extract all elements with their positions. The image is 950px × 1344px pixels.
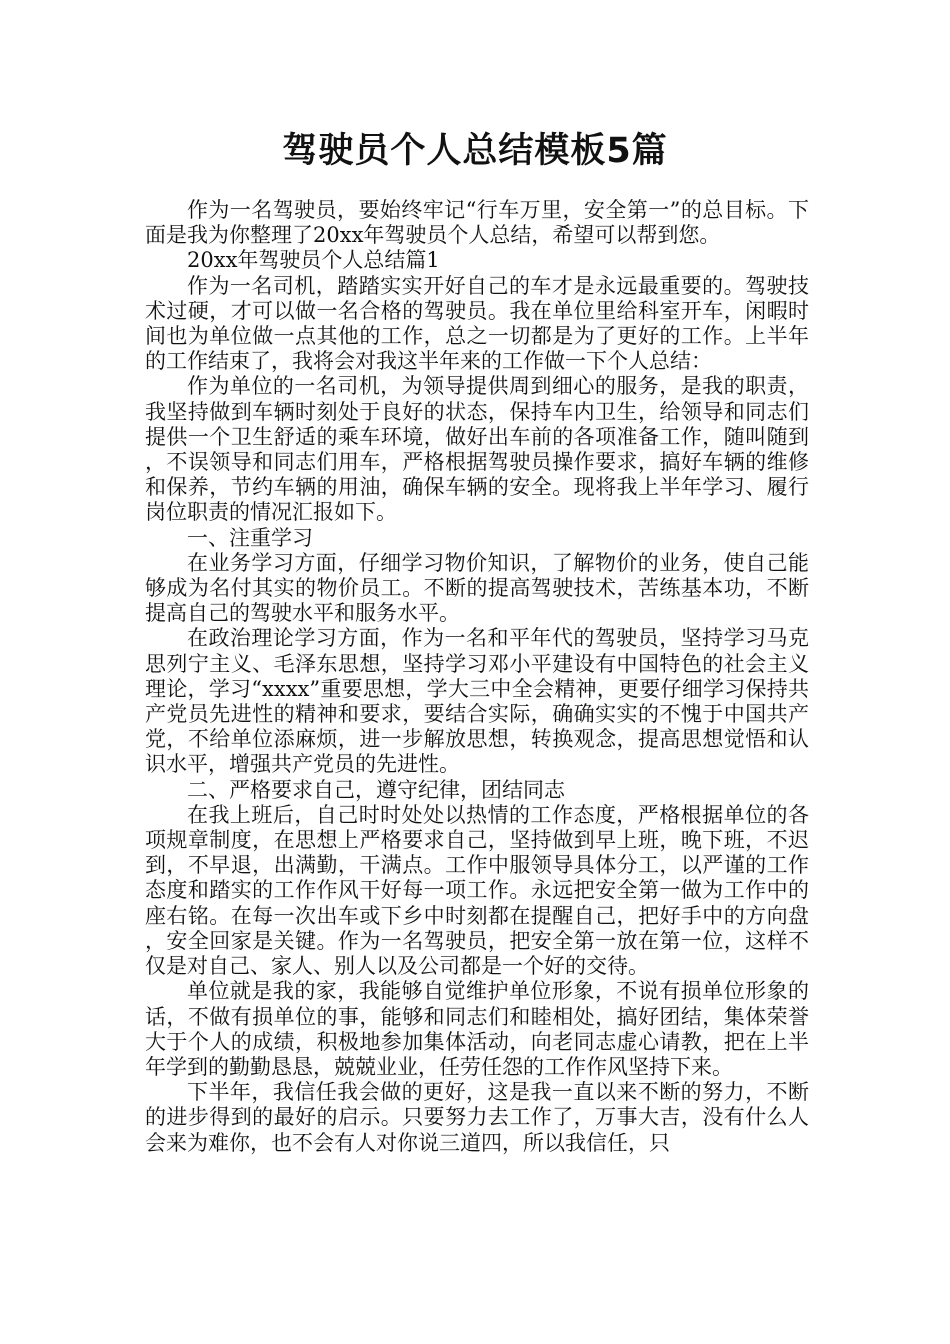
body-paragraph: 在业务学习方面，仔细学习物价知识，了解物价的业务，使自己能够成为名付其实的物价员工。不断的提高驾驶技术，苦练基本功，不断提高自己的驾驶水平和服务水平。 <box>145 550 809 626</box>
section-heading-part-1: 20xx年驾驶员个人总结篇1 <box>187 248 440 273</box>
intro-paragraph: 作为一名驾驶员，要始终牢记“行车万里，安全第一”的总目标。下面是我为你整理了20xx年驾驶员个人总结，希望可以帮到您。 <box>145 198 809 248</box>
body-paragraph: 作为一名司机，踏踏实实开好自己的车才是永远最重要的。驾驶技术过硬，才可以做一名合格的驾驶员。我在单位里给科室开车，闲暇时间也为单位做一点其他的工作，总之一切都是为了更好的工作。上半年的工作结束了，我将会对我这半年来的工作做一下个人总结： <box>145 273 809 374</box>
body-paragraph: 在我上班后，自己时时处处以热情的工作态度，严格根据单位的各项规章制度，在思想上严格要求自己，坚持做到早上班，晚下班，不迟到，不早退，出满勤，干满点。工作中服领导具体分工，以严谨的工作态度和踏实的工作作风干好每一项工作。永远把安全第一做为工作中的座右铭。在每一次出车或下乡中时刻都在提醒自己，把好手中的方向盘，安全回家是关键。作为一名驾驶员，把安全第一放在第一位，这样不仅是对自己、家人、别人以及公司都是一个好的交待。 <box>145 802 809 979</box>
body-paragraph: 下半年，我信任我会做的更好，这是我一直以来不断的努力，不断的进步得到的最好的启示。只要努力去工作了，万事大吉，没有什么人会来为难你，也不会有人对你说三道四，所以我信任，只 <box>145 1080 809 1155</box>
document-body <box>145 198 809 1156</box>
body-paragraph: 在政治理论学习方面，作为一名和平年代的驾驶员，坚持学习马克思列宁主义、毛泽东思想，坚持学习邓小平建设有中国特色的社会主义理论，学习“xxxx”重要思想，学大三中全会精神，更要仔细学习保持共产党员先进性的精神和要求，要结合实际，确确实实的不愧于中国共产党，不给单位添麻烦，进一步解放思想，转换观念，提高思想觉悟和认识水平，增强共产党员的先进性。 <box>145 626 809 777</box>
body-paragraph: 单位就是我的家，我能够自觉维护单位形象，不说有损单位形象的话，不做有损单位的事，能够和同志们和睦相处，搞好团结，集体荣誉大于个人的成绩，积极地参加集体活动，向老同志虚心请教，把在上半年学到的勤勤恳恳，兢兢业业，任劳任怨的工作作风坚持下来。 <box>145 979 809 1079</box>
subheading-study: 一、注重学习 <box>187 525 313 550</box>
body-paragraph: 作为单位的一名司机，为领导提供周到细心的服务，是我的职责，我坚持做到车辆时刻处于良好的状态，保持车内卫生，给领导和同志们提供一个卫生舒适的乘车环境，做好出车前的各项准备工作，随叫随到，不误领导和同志们用车，严格根据驾驶员操作要求，搞好车辆的维修和保养，节约车辆的用油，确保车辆的安全。现将我上半年学习、履行岗位职责的情况汇报如下。 <box>145 374 809 525</box>
document-title: 驾驶员个人总结模板5篇 <box>282 131 668 171</box>
subheading-discipline: 二、严格要求自己，遵守纪律，团结同志 <box>187 777 565 802</box>
